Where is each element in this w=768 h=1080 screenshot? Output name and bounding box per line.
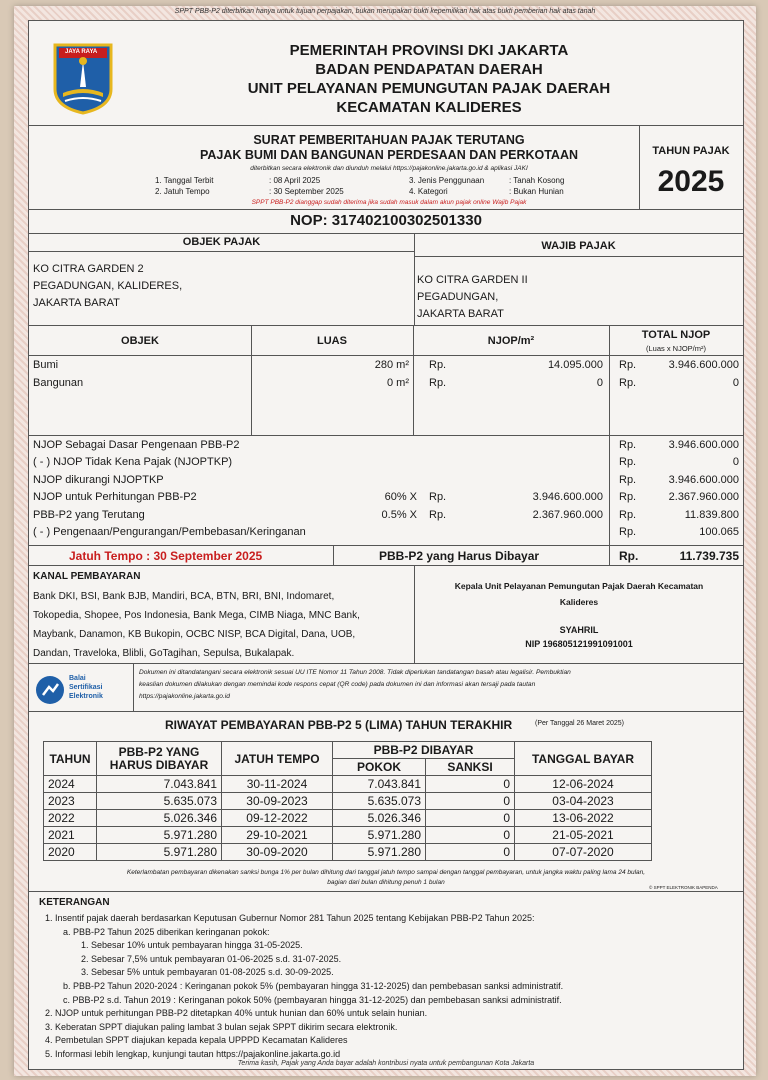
header-line1: PEMERINTAH PROVINSI DKI JAKARTA [289,42,569,59]
objek-pajak-l2: PEGADUNGAN, KALIDERES, [33,280,183,292]
keterangan-item: b. PBB-P2 Tahun 2020-2024 : Keringanan pokok 5% (pembayaran hingga 31-12-2025) dan pembebasan sanksi administratif. [63,981,564,991]
riwayat-pokok: 7.043.841 [333,776,426,793]
sppt-title2: PAJAK BUMI DAN BANGUNAN PERDESAAN DAN PERKOTAAN [199,148,579,162]
riwayat-harus: 5.971.280 [97,844,222,861]
riwayat-tahun: 2023 [44,793,97,810]
calc-val: 0 [732,456,739,469]
riwayat-sanksi: 0 [426,827,515,844]
document-paper [14,6,756,1076]
keterangan-item: 3. Sebesar 5% untuk pembayaran 01-08-2025 s.d. 30-09-2025. [81,967,334,978]
riwayat-sanksi: 0 [426,793,515,810]
calc-label: ( - ) NJOP Tidak Kena Pajak (NJOPTKP) [33,456,233,469]
calc-mid: 3.946.600.000 [532,491,603,504]
calc-val: 2.367.960.000 [668,491,739,504]
calc-rp: Rp. [619,508,637,521]
jakarta-logo-icon: JAYA RAYA [51,41,115,115]
riwayat-jt: 30-11-2024 [222,776,333,793]
riwayat-tgl: 07-07-2020 [515,844,652,861]
riwayat-jt: 30-09-2023 [222,793,333,810]
keterangan-item: 3. Keberatan SPPT diajukan paling lambat 3 bulan sejak SPPT dikirim secara elektronik. [45,1021,398,1032]
calc-rp: Rp. [619,456,637,469]
keterangan-item: 2. Sebesar 7,5% untuk pembayaran 01-06-2025 s.d. 31-07-2025. [81,953,342,964]
calc-val: 11.839.800 [684,508,739,521]
calc-pct: 60% X [384,491,417,504]
footer-note: Terima kasih, Pajak yang Anda bayar adalah kontribusi nyata untuk pembangunan Kota Jakarta [237,1060,535,1067]
keterangan-item: 2. NJOP untuk perhitungan PBB-P2 ditetapkan 40% untuk hunian dan 60% untuk selain hunian. [45,1008,428,1019]
riwayat-sanksi: 0 [426,810,515,827]
harus-dibayar-value: 11.739.735 [679,549,739,563]
bsre-icon [35,675,65,705]
objek-bangunan: Bangunan [33,377,84,389]
calc-rp: Rp. [619,439,637,451]
sppt-red-note: SPPT PBB-P2 dianggap sudah diterima jika sudah masuk dalam akun pajak online Wajib Pajak [251,199,527,206]
calc-rp_mid: Rp. [429,491,447,504]
riwayat-pokok: 5.635.073 [333,793,426,810]
riwayat-tgl: 12-06-2024 [515,776,652,793]
wajib-pajak-label: WAJIB PAJAK [541,240,616,252]
table-row [44,776,652,793]
objek-bumi: Bumi [33,359,59,371]
riwayat-table: TAHUN PBB-P2 YANG HARUS DIBAYAR JATUH TEMPO PBB-P2 DIBAYAR TANGGAL BAYAR POKOK SANKSI 2024 7.043.841 30-11-2024 7.043.841 0 12-06-2024 2023 5.635.073 30-09-2023 5.635.073 0 03-04-2023 2022 5.026.346 09-12-2022 5.026.346 0 13-06-2022 2021 5.971.280 29-10-2021 5.971.280 0 21-05-2021 2020 5.971.280 30-09-2020 5.971.280 0 07-07-2020 [43,741,652,861]
keterangan-item: 5. Informasi lebih lengkap, kunjungi tautan https://pajakonline.jakarta.go.id [45,1049,341,1059]
wajib-pajak-l3: JAKARTA BARAT [417,308,504,320]
riwayat-title: RIWAYAT PEMBAYARAN PBB-P2 5 (LIMA) TAHUN TERAKHIR [165,718,513,732]
calc-label: NJOP dikurangi NJOPTKP [33,473,164,486]
table-row [44,827,652,844]
riwayat-harus: 5.635.073 [97,793,222,810]
riwayat-tgl: 13-06-2022 [515,810,652,827]
calc-rp: Rp. [619,473,637,486]
nop: NOP: 317402100302501330 [290,212,482,229]
riwayat-tahun: 2021 [44,827,97,844]
wajib-pajak-l2: PEGADUNGAN, [417,291,499,303]
riwayat-sanksi: 0 [426,844,515,861]
table-row [44,844,652,861]
header-line3: UNIT PELAYANAN PEMUNGUTAN PAJAK DAERAH [247,80,611,97]
riwayat-harus: 5.026.346 [97,810,222,827]
tahun-pajak-label: TAHUN PAJAK [652,145,730,157]
keterangan-item: c. PBB-P2 s.d. Tahun 2019 : Keringanan pokok 50% (pembayaran hingga 31-12-2025) dan pembebasan sanksi administratif. [63,994,562,1005]
calc-rp_mid: Rp. [429,508,447,521]
calc-val: 100.065 [699,526,739,538]
calc-label: NJOP untuk Perhitungan PBB-P2 [33,491,197,504]
objek-pajak-label: OBJEK PAJAK [182,236,261,248]
riwayat-tgl: 21-05-2021 [515,827,652,844]
riwayat-tahun: 2020 [44,844,97,861]
sppt-subtitle: diterbitkan secara elektronik dan diunduh melalui https://pajakonline.jakarta.go.id & aplikasi JAKI [250,165,528,172]
calc-mid: 2.367.960.000 [532,508,603,521]
keterangan-item: 1. Sebesar 10% untuk pembayaran hingga 31-05-2025. [81,940,303,951]
riwayat-pokok: 5.026.346 [333,810,426,827]
calc-val: 3.946.600.000 [668,439,739,451]
calc-label: PBB-P2 yang Terutang [33,508,145,521]
kepala-name: SYAHRIL [559,625,599,635]
calc-pct: 0.5% X [381,508,417,521]
riwayat-pokok: 5.971.280 [333,844,426,861]
keterangan-item: 1. Insentif pajak daerah berdasarkan Keputusan Gubernur Nomor 281 Tahun 2025 tentang Kebijakan PBB-P2 Tahun 2025: [45,913,535,923]
table-row [44,810,652,827]
kepala-nip: NIP 196805121991091001 [525,639,633,649]
riwayat-jt: 29-10-2021 [222,827,333,844]
keterangan-item: 4. Pembetulan SPPT diajukan kepada kepala UPPPD Kecamatan Kalideres [45,1035,348,1046]
bsre-badge: Balai Sertifikasi Elektronik [35,671,125,711]
keterangan-item: a. PBB-P2 Tahun 2025 diberikan keringanan pokok: [63,926,270,937]
top-disclaimer: SPPT PBB-P2 diterbitkan hanya untuk tujuan perpajakan, bukan merupakan bukti kepemilikan hak atas bukti pemberian hak atas tanah [174,8,596,15]
sppt-title1: SURAT PEMBERITAHUAN PAJAK TERUTANG [253,133,525,147]
riwayat-harus: 7.043.841 [97,776,222,793]
riwayat-tgl: 03-04-2023 [515,793,652,810]
tahun-pajak-value: 2025 [657,165,725,198]
calc-val: 3.946.600.000 [668,473,739,486]
riwayat-tahun: 2022 [44,810,97,827]
calc-label: NJOP Sebagai Dasar Pengenaan PBB-P2 [33,439,240,451]
objek-pajak-l1: KO CITRA GARDEN 2 [33,263,144,275]
riwayat-pokok: 5.971.280 [333,827,426,844]
harus-dibayar-label: PBB-P2 yang Harus Dibayar [379,549,540,563]
sppt-sheet: JAYA RAYA PEMERINTAH PROVINSI DKI JAKARTA BADAN PENDAPATAN DAERAH UNIT PELAYANAN PEMUNGUTAN PAJAK DAERAH KECAMATAN KALIDERES SURAT PEMBERITAHUAN PAJAK TERUTANG PAJAK BUMI DAN BANGUNAN PERDESAAN DAN PERKOTAAN diterbitkan secara elektronik dan diunduh melalui https://pajakonline.jakarta.go.id & aplikasi JAKI 1. Tanggal Terbit : 08 April 2025 2. Jatuh Tempo : 30 September 2025 3. Jenis Penggunaan : Tanah Kosong 4. Kategori : Bukan Hunian SPPT PBB-P2 dianggap sudah diterima jika sudah masuk dalam akun pajak online Wajib Pajak TAHUN PAJAK 2025 NOP: 317402100302501330 OBJEK PAJAK WAJIB PAJAK KO CITRA GARDEN 2 PEGADUNGAN, KALIDERES, JAKARTA BARAT KO CITRA GARDEN II PEGADUNGAN, JAKARTA BARAT OBJEK LUAS NJOP/m² TOTAL NJOP (Luas x NJOP/m²) Bumi 280 m² Rp. 14.095.000 Rp. 3.946.600.000 Bangunan 0 m² Rp. 0 Rp. 0 NJOP Sebagai Dasar Pengenaan PBB-P2 Rp. 3.946.600.000 ( - ) NJOP Tidak Kena Pajak (NJOPTKP) Rp. 0 NJOP dikurangi NJOPTKP Rp. 3.946.600.000 NJOP untuk Perhitungan PBB-P2 60% X Rp. 3.946.600.000 Rp. 2.367.960.000 PBB-P2 yang Terutang 0.5% X Rp. 2.367.960.000 Rp. 11.839.800 ( - ) Pengenaan/Pengurangan/Pembebasan/Keringanan Rp. 100.065 Jatuh Tempo : 30 September 2025 PBB-P2 yang Harus Dibayar Rp. 11.739.735 KANAL PEMBAYARAN Bank DKI, BSI, Bank BJB, Mandiri, BCA, BTN, BRI, BNI, Indomaret, Tokopedia, Shopee, Pos Indonesia, Bank Mega, CIMB Niaga, MNC Bank, Maybank, Danamon, KB Bukopin, OCBC NISP, BCA Digital, Dana, UOB, Dandan, Traveloka, Blibli, GoTagihan, Sepulsa, Bukalapak. Kepala Unit Pelayanan Pemungutan Pajak Daerah Kecamatan Kalideres SYAHRIL NIP 196805121991091001 Balai Sertifikasi Elektronik Dokumen ini ditandatangani secara elektronik sesuai UU ITE Nomor 11 Tahun 2008. Tidak diperlukan tandatangan basah atau legalisir. Pembuktian keaslian dokumen dilakukan dengan memindai kode respons cepat (QR code) pada dokumen ini dan informasi akan tersaji pada tautan https://pajakonline.jakarta.go.id RIWAYAT PEMBAYARAN PBB-P2 5 (LIMA) TAHUN TERAKHIR (Per Tanggal 26 Maret 2025) TAHUN PBB-P2 YANG HARUS DIBAYAR JATUH TEMPO PBB-P2 DIBAYAR TANGGAL BAYAR POKOK SANKSI 2024 7.043.841 30-11-2024 7.043.841 0 12-06-2024 2023 5.635.073 30-09-2023 5.635.073 0 03-04-2023 2022 5.026.346 09-12-2022 5.026.346 0 13-06-2022 2021 5.971.280 29-10-2021 5.971.280 0 21-05-2021 2020 5.971.280 30-09-2020 5.971.280 0 07-07-2020 Keterlambatan pembayaran dikenakan sanksi bunga 1% per bulan dihitung dari tanggal jatuh tempo sampai dengan tanggal pembayaran, untuk jangka waktu paling lama 24 bulan, bagian dari bulan dihitung penuh 1 bulan © SPPT ELEKTRONIK BAPENDA KETERANGAN 1. Insentif pajak daerah berdasarkan Keputusan Gubernur Nomor 281 Tahun 2025 tentang Kebijakan PBB-P2 Tahun 2025: a. PBB-P2 Tahun 2025 diberikan keringanan pokok: 1. Sebesar 10% untuk pembayaran hingga 31-05-2025. 2. Sebesar 7,5% untuk pembayaran 01-06-2025 s.d. 31-07-2025. 3. Sebesar 5% untuk pembayaran 01-08-2025 s.d. 30-09-2025. b. PBB-P2 Tahun 2020-2024 : Keringanan pokok 5% (pembayaran hingga 31-12-2025) dan pembebasan sanksi administratif. c. PBB-P2 s.d. Tahun 2019 : Keringanan pokok 50% (pembayaran hingga 31-12-2025) dan pembebasan sanksi administratif. 2. NJOP untuk perhitungan PBB-P2 ditetapkan 40% untuk hunian dan 60% untuk selain hunian. 3. Keberatan SPPT diajukan paling lambat 3 bulan sejak SPPT dikirim secara elektronik. 4. Pembetulan SPPT diajukan kepada kepala UPPPD Kecamatan Kalideres 5. Informasi lebih lengkap, kunjungi tautan https://pajakonline.jakarta.go.id Terima kasih, Pajak yang Anda bayar adalah kontribusi nyata untuk pembangunan Kota Jakarta [28,20,744,1070]
riwayat-sanksi: 0 [426,776,515,793]
header-line4: KECAMATAN KALIDERES [336,99,522,116]
riwayat-jt: 09-12-2022 [222,810,333,827]
wajib-pajak-l1: KO CITRA GARDEN II [417,274,528,286]
keterangan-title: KETERANGAN [39,897,110,908]
riwayat-tahun: 2024 [44,776,97,793]
table-row [44,793,652,810]
kanal-title: KANAL PEMBAYARAN [33,571,141,582]
calc-rp: Rp. [619,491,637,504]
riwayat-harus: 5.971.280 [97,827,222,844]
calc-rp: Rp. [619,526,637,538]
jatuh-tempo: Jatuh Tempo : 30 September 2025 [69,549,263,563]
calc-label: ( - ) Pengenaan/Pengurangan/Pembebasan/Keringanan [33,526,306,538]
header-line2: BADAN PENDAPATAN DAERAH [315,61,543,78]
objek-pajak-l3: JAKARTA BARAT [33,297,120,309]
riwayat-jt: 30-09-2020 [222,844,333,861]
